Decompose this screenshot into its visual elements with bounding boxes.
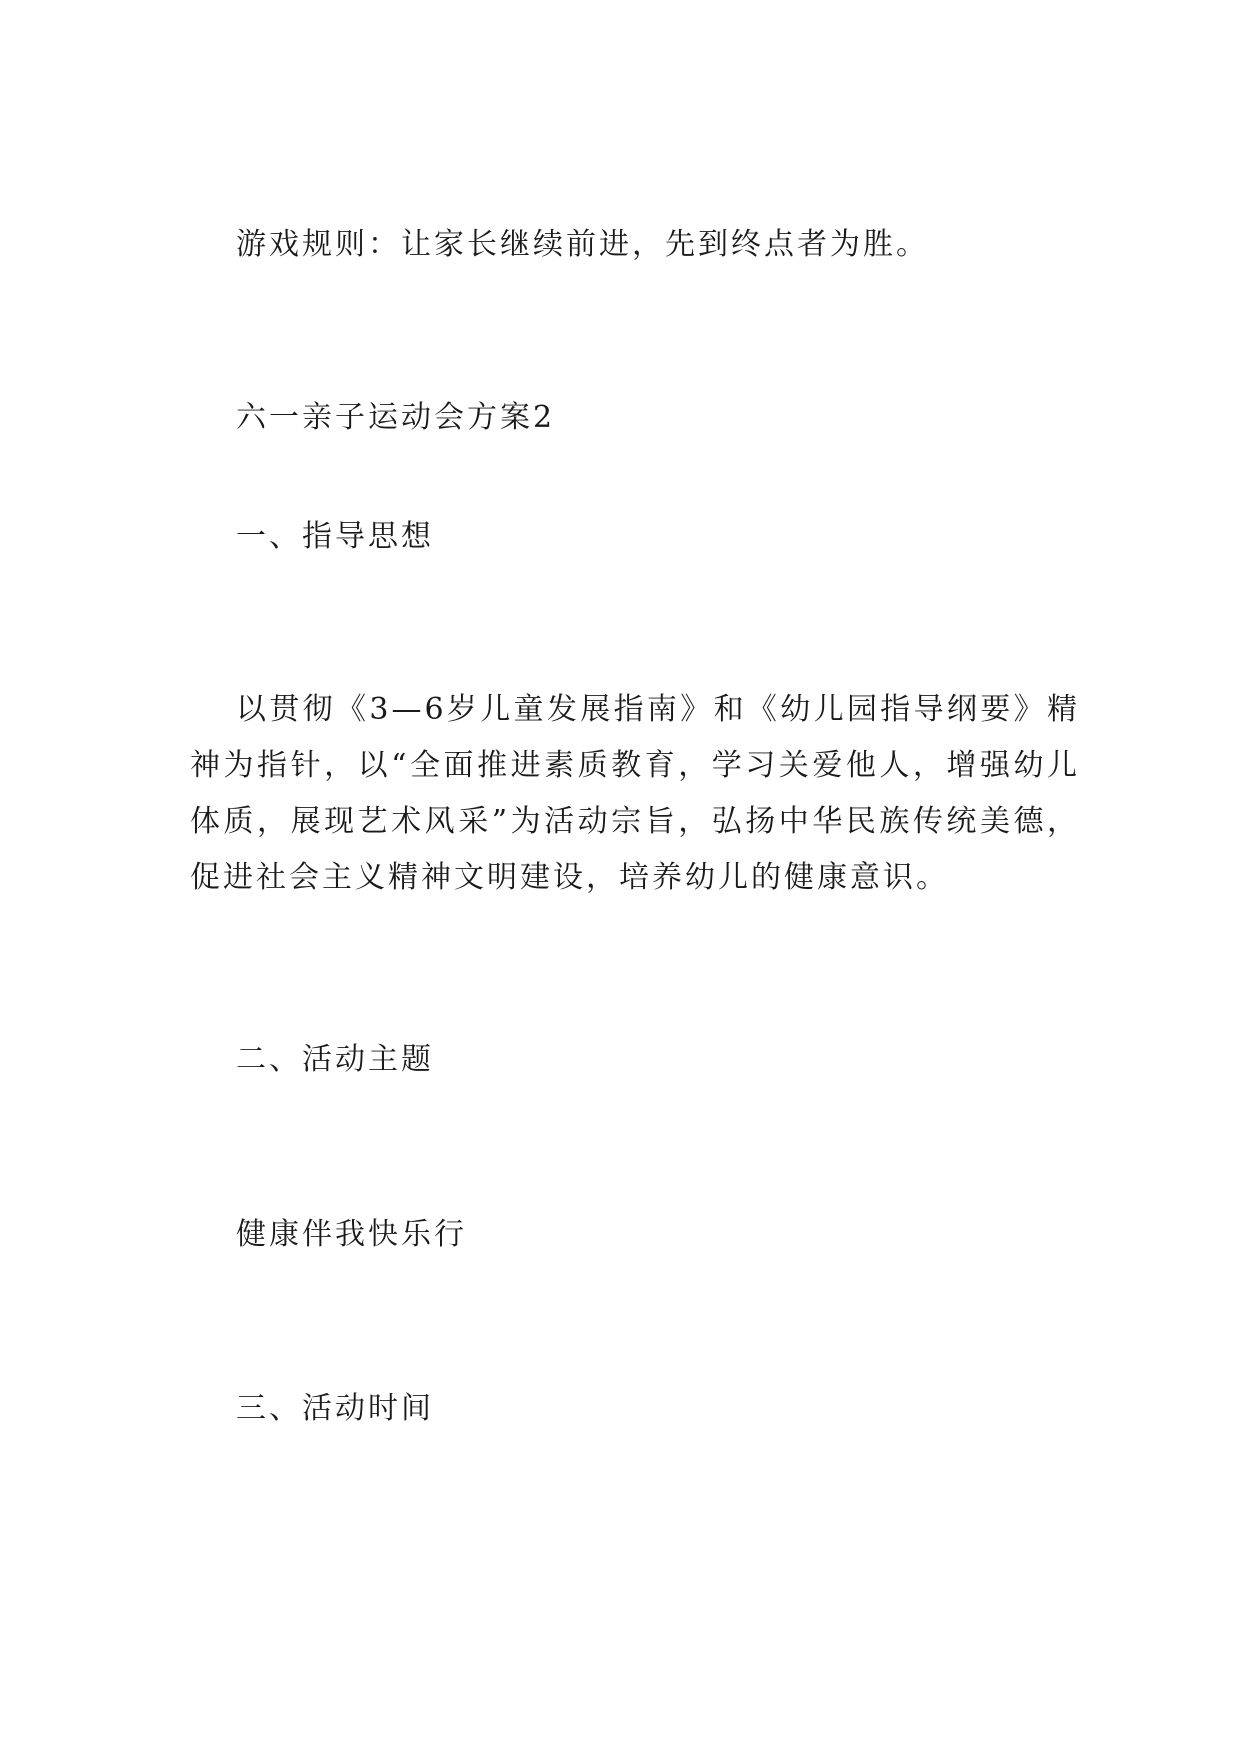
section-1-body: 以贯彻《3—6岁儿童发展指南》和《幼儿园指导纲要》精神为指针，以“全面推进素质教育，学习关爱他人，增强幼儿体质，展现艺术风采”为活动宗旨，弘扬中华民族传统美德，促进社会主义精神文明建设，培养幼儿的健康意识。 — [190, 692, 1080, 895]
game-rule-text: 游戏规则：让家长继续前进，先到终点者为胜。 — [236, 227, 929, 262]
section-3-heading: 三、活动时间 — [236, 1391, 434, 1426]
section-2-body: 健康伴我快乐行 — [236, 1217, 467, 1252]
section-2-heading: 二、活动主题 — [236, 1042, 434, 1077]
plan-title: 六一亲子运动会方案2 — [236, 400, 556, 435]
section-1-heading: 一、指导思想 — [236, 519, 434, 554]
